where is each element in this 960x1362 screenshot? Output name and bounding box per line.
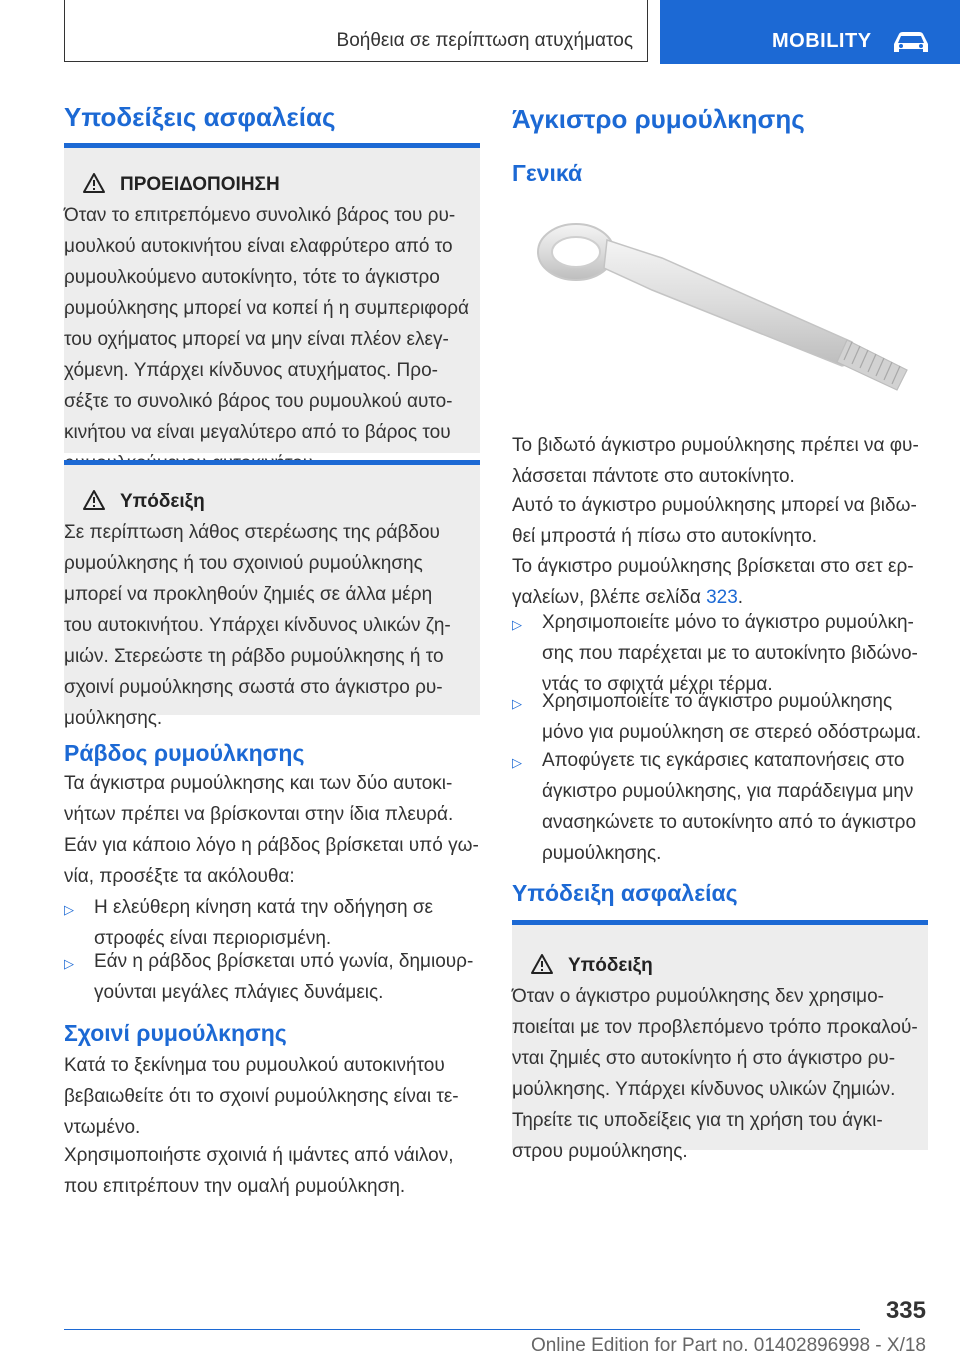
page-link[interactable]: 323: [706, 587, 738, 608]
safety-heading: Υποδείξεις ασφαλείας: [64, 102, 336, 132]
warning-title: ΠΡΟΕΙΔΟΠΟΙΗΣΗ: [120, 174, 280, 195]
rope-paragraph-1: Κατά το ξεκίνημα του ρυμουλκού αυτοκινήτου βεβαιωθείτε ότι το σχοινί ρυμούλκησης είναι τε- ντωμένο.: [64, 1055, 459, 1138]
rod-paragraph-2: Εάν για κάποιο λόγο η ράβδος βρίσκεται υπό γω- νία, προσέξτε τα ακόλουθα:: [64, 835, 479, 887]
notice-title: Υπόδειξη: [120, 491, 205, 512]
safety-note-heading: Υπόδειξη ασφαλείας: [512, 880, 738, 906]
bullet-icon: ▷: [512, 617, 522, 632]
section-label: MOBILITY: [772, 30, 872, 52]
tow-hook-image: [512, 210, 928, 420]
rod-paragraph-1: Τα άγκιστρα ρυμούλκησης και των δύο αυτοκι- νήτων πρέπει να βρίσκονται στην ίδια πλευρά.: [64, 773, 454, 825]
hook-paragraph-3: Το άγκιστρο ρυμούλκησης βρίσκεται στο σετ ερ- γαλείων, βλέπε σελίδα 323.: [512, 556, 914, 608]
notice-text: Σε περίπτωση λάθος στερέωσης της ράβδου ρυμούλκησης ή του σχοινιού ρυμούλκησης μπορεί να προκληθούν ζημιές σε άλλα μέρη του αυτοκινήτου. Υπάρχει κίνδυνος υλικών ζη- μιών. Στερεώστε τη ράβδο ρυμούλκησης ή το σχοινί ρυμούλκησης σωστά στο άγκιστρο ρυ- μούλκησης.: [64, 522, 451, 729]
warning-box: [64, 143, 480, 453]
hook-paragraph-1: Το βιδωτό άγκιστρο ρυμούλκησης πρέπει να φυ- λάσσεται πάντοτε στο αυτοκίνητο.: [512, 435, 919, 487]
notice-box: [64, 460, 480, 729]
car-icon: [890, 28, 932, 56]
notice-box: [512, 920, 928, 1162]
notice-title: Υπόδειξη: [568, 955, 653, 976]
section-tab: [660, 0, 960, 64]
rod-heading: Ράβδος ρυμούλκησης: [64, 740, 305, 766]
rope-heading: Σχοινί ρυμούλκησης: [64, 1020, 287, 1046]
footer-divider: [64, 1329, 860, 1330]
chapter-box: [64, 0, 648, 62]
warning-icon: [82, 489, 106, 511]
page-number: 335: [885, 1297, 926, 1324]
bullet-icon: ▷: [512, 696, 522, 711]
warning-text: Όταν το επιτρεπόμενο συνολικό βάρος του ρυ- μουλκού αυτοκινήτου είναι ελαφρύτερο από το ρυμουλκούμενο αυτοκίνητο, τότε το άγκιστρο ρυμούλκησης μπορεί να κοπεί ή η συμπεριφορά του οχήματος μπορεί να μην είναι πλέον ελεγ- χόμενη. Υπάρχει κίνδυνος ατυχήματος. Προ- σέξτε το συνολικό βάρος του ρυμουλκού αυτο- κινήτου να είναι μεγαλύτερο από το βάρος του: [64, 205, 469, 443]
chapter-title: Βοήθεια σε περίπτωση ατυχήματος: [336, 30, 633, 51]
edition-text: Online Edition for Part no. 01402896998 - X/18: [530, 1335, 926, 1356]
general-heading: Γενικά: [512, 160, 583, 186]
bullet-icon: ▷: [64, 902, 74, 917]
bullet-icon: ▷: [64, 956, 74, 971]
hook-heading: Άγκιστρο ρυμούλκησης: [512, 104, 805, 134]
rope-paragraph-2: Χρησιμοποιήστε σχοινιά ή ιμάντες από νάιλον, που επιτρέπουν την ομαλή ρυμούλκηση.: [64, 1145, 454, 1197]
hook-paragraph-2: Αυτό το άγκιστρο ρυμούλκησης μπορεί να βιδω- θεί μπροστά ή πίσω στο αυτοκίνητο.: [512, 495, 917, 547]
bullet-icon: ▷: [512, 755, 522, 770]
page-header: [64, 0, 960, 64]
notice-text: Όταν ο άγκιστρο ρυμούλκησης δεν χρησιμο- ποιείται με τον προβλεπόμενο τρόπο προκαλού- νται ζημιές στο αυτοκίνητο ή στο άγκιστρο ρυ- μούλκησης. Υπάρχει κίνδυνος υλικών ζημιών. Τηρείτε τις υποδείξεις για τη χρήση του άγκι- στρου ρυμούλκησης.: [512, 986, 918, 1162]
warning-icon: [82, 172, 106, 194]
warning-icon: [530, 953, 554, 975]
